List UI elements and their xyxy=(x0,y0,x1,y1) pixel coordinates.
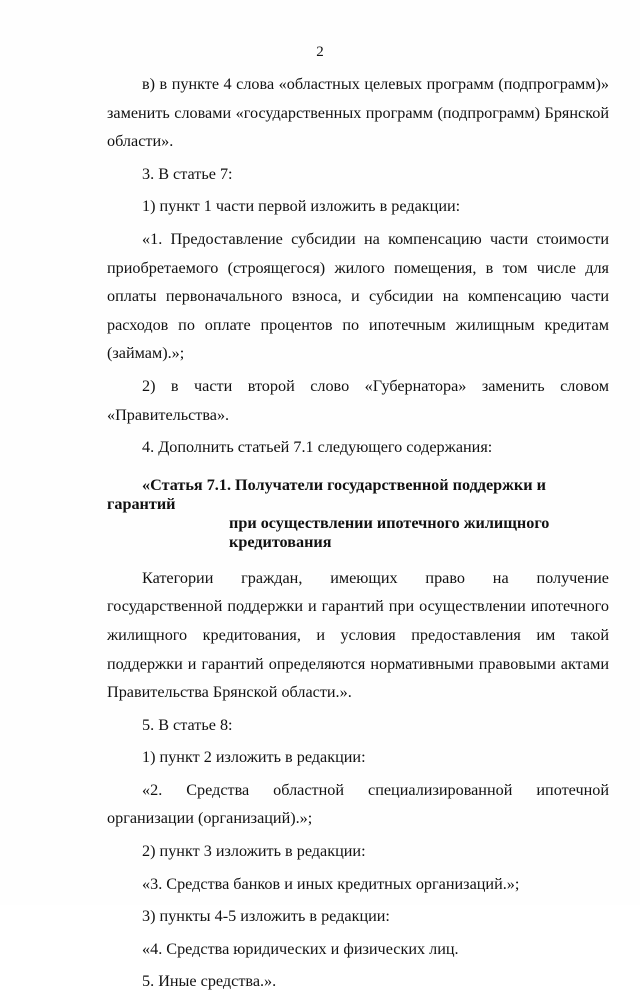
paragraph-point-2: 1) пункт 2 изложить в редакции: xyxy=(142,748,366,767)
paragraph-amendment-v: в) в пункте 4 слова «областных целевых программ (подпрограмм)» заменить словами «государственных программ (подпрограмм) Брянской области». xyxy=(107,75,609,151)
paragraph-subsidy-text: «1. Предоставление субсидии на компенсацию части стоимости приобретаемого (строящегося) жилого помещения, в том числе для оплаты первоначального взноса, и субсидии на компенсацию части расходов по оплате процентов по ипотечным жилищным кредитам (займам).»; xyxy=(107,229,609,363)
article-heading xyxy=(107,476,609,552)
article-heading-line-1: «Статья 7.1. Получатели государственной поддержки и гарантий xyxy=(107,475,546,513)
paragraph-governor-replace: 2) в части второй слово «Губернатора» заменить словом «Правительства». xyxy=(107,376,609,424)
paragraph-point-3: 2) пункт 3 изложить в редакции: xyxy=(142,842,366,861)
paragraph-categories: Категории граждан, имеющих право на получение государственной поддержки и гарантий при осуществлении ипотечного жилищного кредитования, и условия предоставления им такой поддержки и гарантий определяются нормативными правовыми актами Правительства Брянской области.». xyxy=(107,568,609,702)
document-body xyxy=(107,70,609,996)
paragraph-add-article: 4. Дополнить статьей 7.1 следующего содержания: xyxy=(142,438,493,457)
paragraph-other-funds: 5. Иные средства.». xyxy=(142,972,277,991)
paragraph-article-8: 5. В статье 8: xyxy=(142,715,233,734)
paragraph-points-4-5: 3) пункты 4-5 изложить в редакции: xyxy=(142,907,390,926)
article-heading-line-3: кредитования xyxy=(229,532,332,551)
paragraph-legal-persons: «4. Средства юридических и физических лиц. xyxy=(142,939,459,958)
paragraph-mortgage-org: «2. Средства областной специализированной ипотечной организации (организаций).»; xyxy=(107,780,609,828)
page-number: 2 xyxy=(316,44,324,60)
paragraph-point-1: 1) пункт 1 части первой изложить в редакции: xyxy=(142,197,461,216)
paragraph-article-7: 3. В статье 7: xyxy=(142,164,233,183)
article-heading-line-2: при осуществлении ипотечного жилищного xyxy=(229,513,550,532)
paragraph-banks: «3. Средства банков и иных кредитных организаций.»; xyxy=(142,874,520,893)
